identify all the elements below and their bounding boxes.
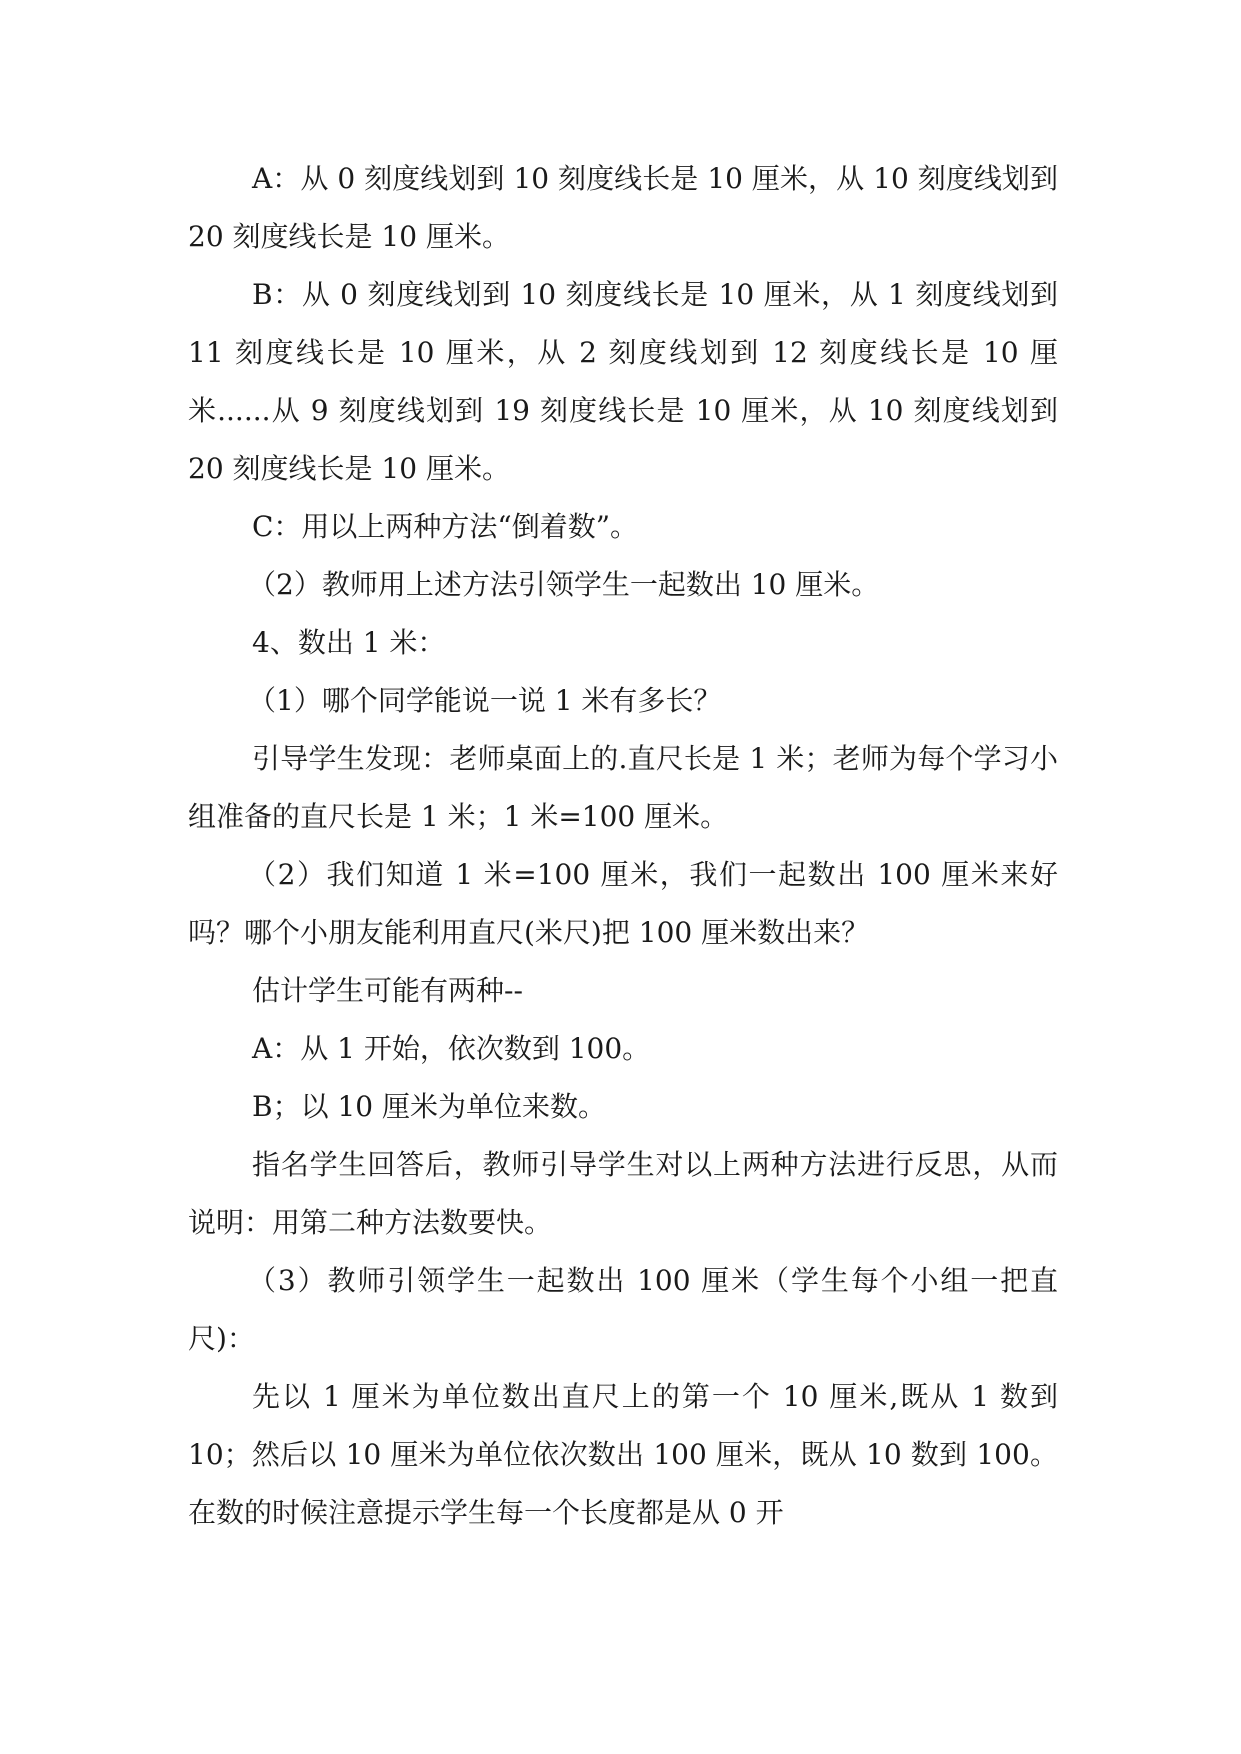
paragraph-guide-discovery: 引导学生发现：老师桌面上的.直尺长是 1 米；老师为每个学习小组准备的直尺长是 1 米；1 米=100 厘米。 [188, 742, 1058, 833]
section-heading-count-1-meter: 4、数出 1 米： [252, 626, 446, 659]
paragraph-question-2: （2）我们知道 1 米=100 厘米，我们一起数出 100 厘米来好吗？哪个小朋友能利用直尺(米尺)把 100 厘米数出来？ [188, 858, 1058, 949]
paragraph-estimate: 估计学生可能有两种-- [252, 974, 523, 1007]
paragraph-step-3: （3）教师引领学生一起数出 100 厘米（学生每个小组一把直尺)： [188, 1264, 1058, 1355]
paragraph-step-2: （2）教师用上述方法引领学生一起数出 10 厘米。 [248, 568, 880, 601]
paragraph-counting-instructions: 先以 1 厘米为单位数出直尺上的第一个 10 厘米,既从 1 数到 10；然后以 10 厘米为单位依次数出 100 厘米，既从 10 数到 100。在数的时候注意提示学生每一个长度都是从 0 开 [188, 1380, 1058, 1529]
paragraph-a-method: A：从 0 刻度线划到 10 刻度线长是 10 厘米，从 10 刻度线划到 20 刻度线长是 10 厘米。 [188, 162, 1058, 253]
paragraph-reflection: 指名学生回答后，教师引导学生对以上两种方法进行反思，从而说明：用第二种方法数要快。 [188, 1148, 1058, 1239]
paragraph-b-method: B：从 0 刻度线划到 10 刻度线长是 10 厘米，从 1 刻度线划到 11 刻度线长是 10 厘米，从 2 刻度线划到 12 刻度线长是 10 厘米......从 9 刻度线划到 19 刻度线长是 10 厘米，从 10 刻度线划到 20 刻度线长是 10 厘米。 [188, 278, 1058, 485]
paragraph-question-1: （1）哪个同学能说一说 1 米有多长？ [248, 684, 722, 717]
paragraph-option-a: A：从 1 开始，依次数到 100。 [252, 1032, 651, 1065]
paragraph-c-method: C：用以上两种方法“倒着数”。 [252, 510, 639, 543]
paragraph-option-b: B；以 10 厘米为单位来数。 [252, 1090, 607, 1123]
document-page [188, 150, 1058, 1542]
